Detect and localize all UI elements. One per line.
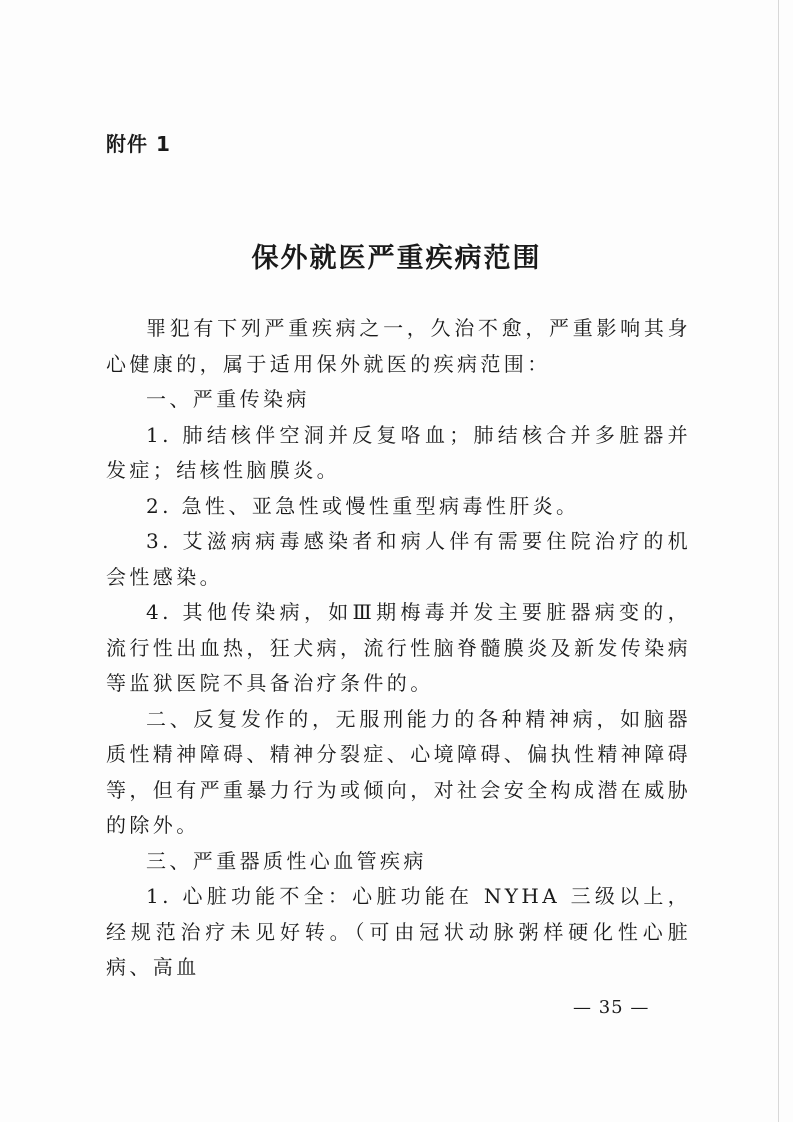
item-hepatitis: 2. 急性、亚急性或慢性重型病毒性肝炎。 <box>146 493 580 518</box>
attachment-label: 附件 1 <box>106 132 171 156</box>
section-heading-cardiovascular: 三、严重器质性心血管疾病 <box>146 848 427 873</box>
item-aids: 3. 艾滋病病毒感染者和病人伴有需要住院治疗的机会性感染。 <box>106 529 691 589</box>
section-heading-infectious: 一、严重传染病 <box>146 387 310 411</box>
item-other-infectious: 4. 其他传染病，如Ⅲ期梅毒并发主要脏器病变的，流行性出血热，狂犬病，流行性脑脊髓膜炎及新发传染病等监狱医院不具备治疗条件的。 <box>106 600 691 695</box>
scan-edge-line <box>778 0 779 1122</box>
section-psychiatric: 二、反复发作的，无服刑能力的各种精神病，如脑器质性精神障碍、精神分裂症、心境障碍、偏执性精神障碍等，但有严重暴力行为或倾向，对社会安全构成潜在威胁的除外。 <box>106 706 691 837</box>
item-heart-failure: 1. 心脏功能不全：心脏功能在 NYHA 三级以上，经规范治疗未见好转。（可由冠状动脉粥样硬化性心脏病、高血 <box>106 884 691 979</box>
document-body <box>106 311 691 986</box>
document-title: 保外就医严重疾病范围 <box>251 243 542 274</box>
page-number: — 35 — <box>573 997 650 1018</box>
intro-paragraph: 罪犯有下列严重疾病之一，久治不愈，严重影响其身心健康的，属于适用保外就医的疾病范围： <box>106 316 691 376</box>
item-tuberculosis: 1. 肺结核伴空洞并反复咯血；肺结核合并多脏器并发症；结核性脑膜炎。 <box>106 422 691 482</box>
